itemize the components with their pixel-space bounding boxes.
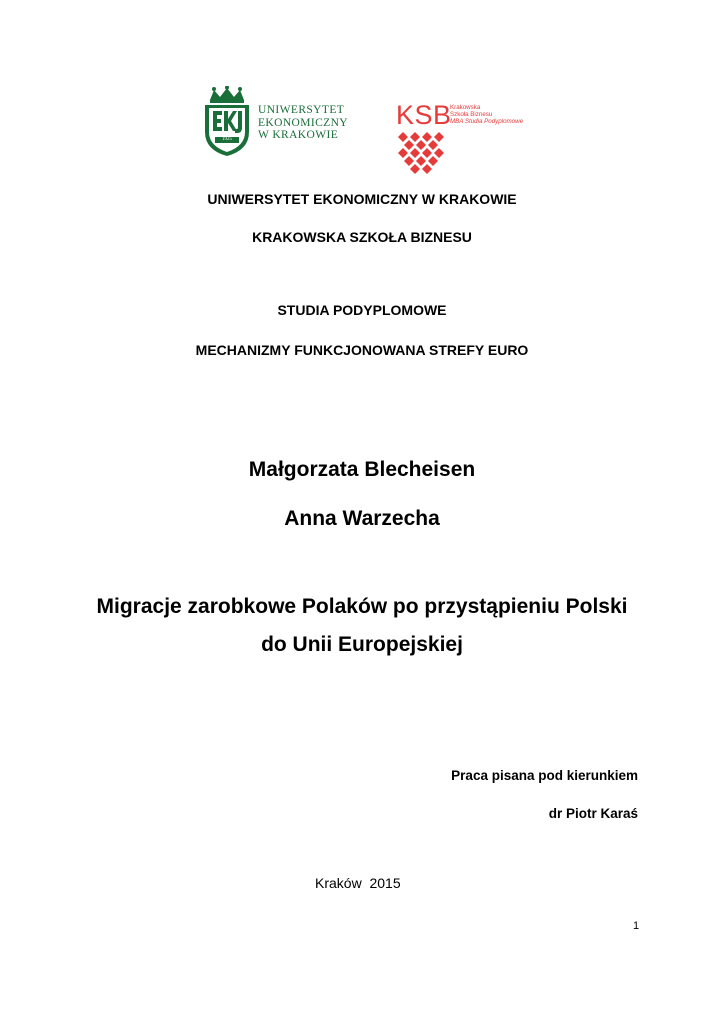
uek-logo [202,86,362,158]
ksb-logo-line: Krakowska [450,104,481,111]
ksb-logo-line: MBA Studia Podyplomowe [450,118,524,126]
program-name: MECHANIZMY FUNKCJONOWANA STREFY EURO [195,342,529,358]
uek-emblem-year: 1925 [222,137,232,142]
ksb-logo-text [450,104,550,126]
uek-logo-text [258,104,368,142]
uek-logo-line: W KRAKOWIE [258,129,339,141]
university-name: UNIWERSYTET EKONOMICZNY W KRAKOWIE [207,191,517,207]
author-name: Małgorzata Blecheisen [248,458,476,481]
program-type: STUDIA PODYPLOMOWE [277,302,447,318]
author-name: Anna Warzecha [284,507,440,530]
supervisor-name: dr Piotr Karaś [548,806,638,821]
thesis-title-line: Migracje zarobkowe Polaków po przystąpieniu Polski [96,595,628,618]
thesis-title-line: do Unii Europejskiej [261,633,463,656]
supervision-label: Praca pisana pod kierunkiem [451,768,638,783]
ksb-logo-letters: KSB [396,100,452,130]
ksb-diamond-pattern-icon [398,132,444,174]
place-year: Kraków 2015 [315,875,401,891]
uek-emblem-icon [202,86,252,158]
page-number: 1 [633,920,640,932]
uek-logo-line: UNIWERSYTET [258,104,345,116]
ksb-logo [396,102,536,178]
school-name: KRAKOWSKA SZKOŁA BIZNESU [252,229,472,245]
uek-logo-line: EKONOMICZNY [258,116,349,129]
ksb-logo-line: Szkoła Biznesu [450,111,493,119]
